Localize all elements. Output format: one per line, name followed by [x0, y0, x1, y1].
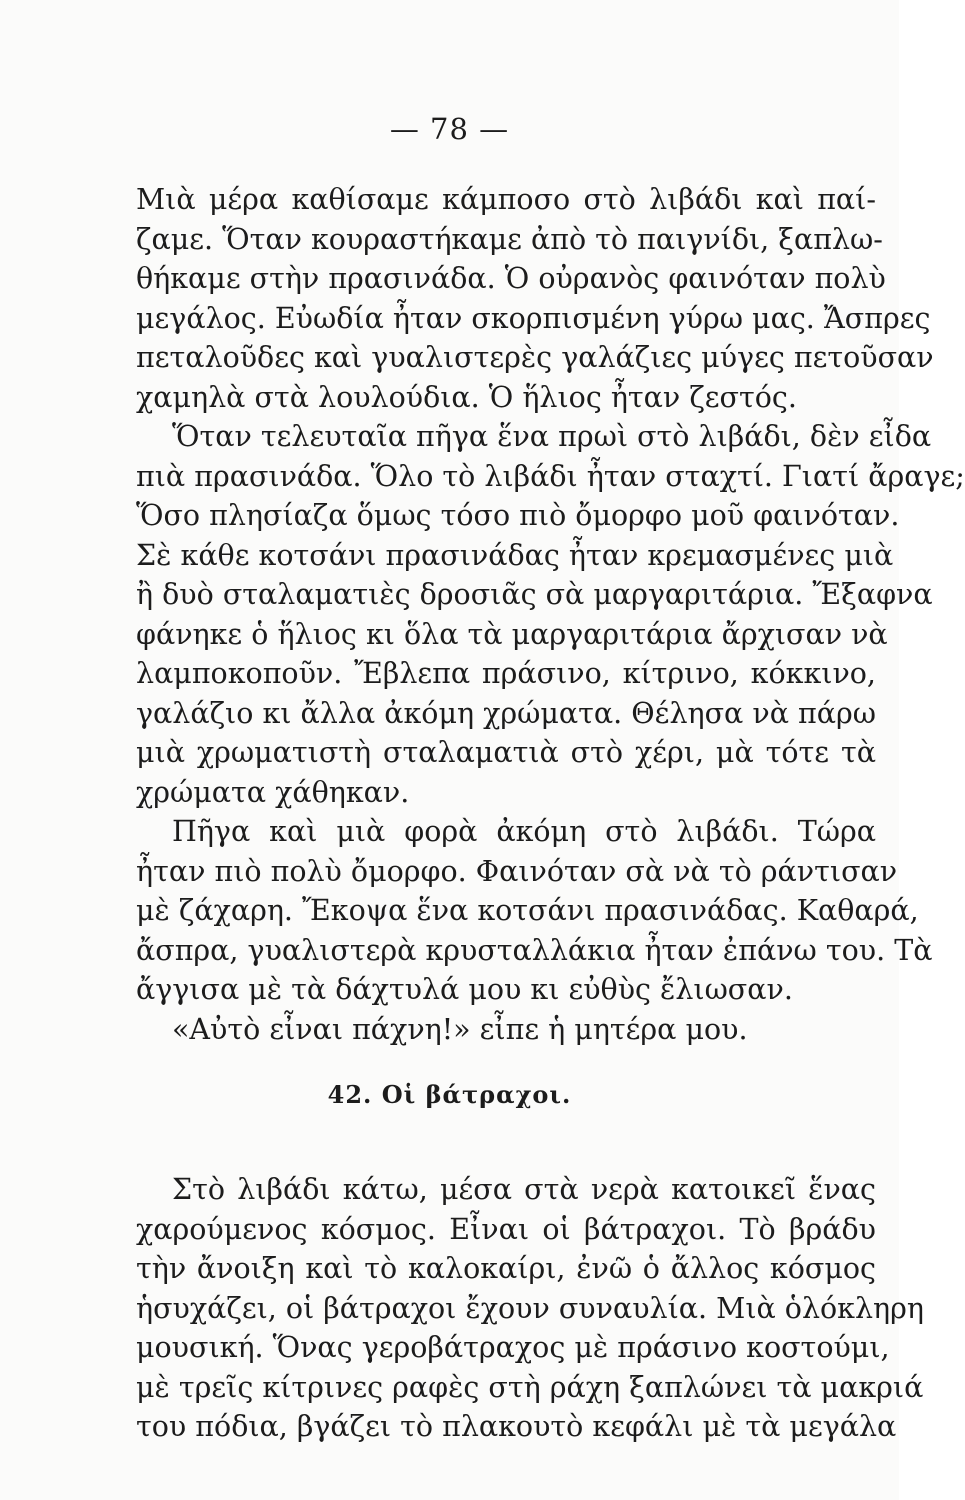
section-text — [136, 1170, 924, 1447]
text-line: τὴν ἄνοιξη καὶ τὸ καλοκαίρι, ἐνῶ ὁ ἄλλος κόσμος — [136, 1252, 876, 1285]
text-line: ἡσυχάζει, οἱ βάτραχοι ἔχουν συναυλία. Μιὰ ὁλόκληρη — [136, 1291, 924, 1325]
text-line: ἄγγισα μὲ τὰ δάχτυλά μου κι εὐθὺς ἔλιωσαν. — [136, 973, 793, 1006]
text-line: ἄσπρα, γυαλιστερὰ κρυσταλλάκια ἦταν ἐπάνω του. Τὰ — [136, 933, 933, 967]
text-line: «Αὐτὸ εἶναι πάχνη!» εἶπε ἡ μητέρα μου. — [172, 1012, 748, 1046]
text-line: μεγάλος. Εὐωδία ἦταν σκορπισμένη γύρω μας. Ἄσπρες — [136, 301, 931, 335]
text-line: χρώματα χάθηκαν. — [136, 775, 410, 809]
text-line: μὲ τρεῖς κίτρινες ραφὲς στὴ ράχη ξαπλώνει τὰ μακριά — [136, 1370, 924, 1404]
text-line: Μιὰ μέρα καθίσαμε κάμποσο στὸ λιβάδι καὶ παί- — [136, 183, 876, 216]
story-text — [136, 180, 965, 1049]
text-line: θήκαμε στὴν πρασινάδα. Ὁ οὐρανὸς φαινόταν πολὺ — [136, 262, 886, 295]
section-heading: 42. Οἱ βάτραχοι. — [327, 1080, 572, 1109]
text-line: Πῆγα καὶ μιὰ φορὰ ἀκόμη στὸ λιβάδι. Τώρα — [172, 815, 876, 848]
text-line: Στὸ λιβάδι κάτω, μέσα στὰ νερὰ κατοικεῖ ἕνας — [172, 1173, 876, 1206]
text-line: πιὰ πρασινάδα. Ὅλο τὸ λιβάδι ἦταν σταχτί. Γιατί ἄραγε; — [136, 459, 965, 493]
text-line: γαλάζιο κι ἄλλα ἀκόμη χρώματα. Θέλησα νὰ πάρω — [136, 696, 876, 730]
text-line: φάνηκε ὁ ἥλιος κι ὅλα τὰ μαργαριτάρια ἄρχισαν νὰ — [136, 617, 888, 651]
text-line: Ὅταν τελευταῖα πῆγα ἕνα πρωὶ στὸ λιβάδι, δὲν εἶδα — [172, 420, 932, 453]
text-line: μὲ ζάχαρη. Ἔκοψα ἕνα κοτσάνι πρασινάδας. Καθαρά, — [136, 894, 919, 927]
text-line: ζαμε. Ὅταν κουραστήκαμε ἀπὸ τὸ παιγνίδι, ξαπλω- — [136, 222, 883, 256]
text-line: μουσική. Ὅνας γεροβάτραχος μὲ πράσινο κοστούμι, — [136, 1331, 890, 1364]
text-line: του πόδια, βγάζει τὸ πλακουτὸ κεφάλι μὲ τὰ μεγάλα — [136, 1410, 897, 1443]
page-number: — 78 — — [389, 112, 510, 146]
text-line: Σὲ κάθε κοτσάνι πρασινάδας ἦταν κρεμασμένες μιὰ — [136, 538, 894, 572]
text-line: μιὰ χρωματιστὴ σταλαματιὰ στὸ χέρι, μὰ τότε τὰ — [136, 736, 876, 769]
text-line: πεταλοῦδες καὶ γυαλιστερὲς γαλάζιες μύγες πετοῦσαν — [136, 341, 934, 374]
text-line: ἦταν πιὸ πολὺ ὄμορφο. Φαινόταν σὰ νὰ τὸ ράντισαν — [136, 854, 898, 888]
text-line: χαρούμενος κόσμος. Εἶναι οἱ βάτραχοι. Τὸ βράδυ — [136, 1212, 876, 1246]
text-line: χαμηλὰ στὰ λουλούδια. Ὁ ἥλιος ἦταν ζεστός. — [136, 380, 797, 414]
text-line: λαμποκοποῦν. Ἔβλεπα πράσινο, κίτρινο, κόκκινο, — [136, 657, 876, 690]
text-line: Ὅσο πλησίαζα ὅμως τόσο πιὸ ὄμορφο μοῦ φαινόταν. — [136, 499, 900, 532]
text-line: ἢ δυὸ σταλαματιὲς δροσιᾶς σὰ μαργαριτάρια. Ἔξαφνα — [136, 578, 933, 611]
